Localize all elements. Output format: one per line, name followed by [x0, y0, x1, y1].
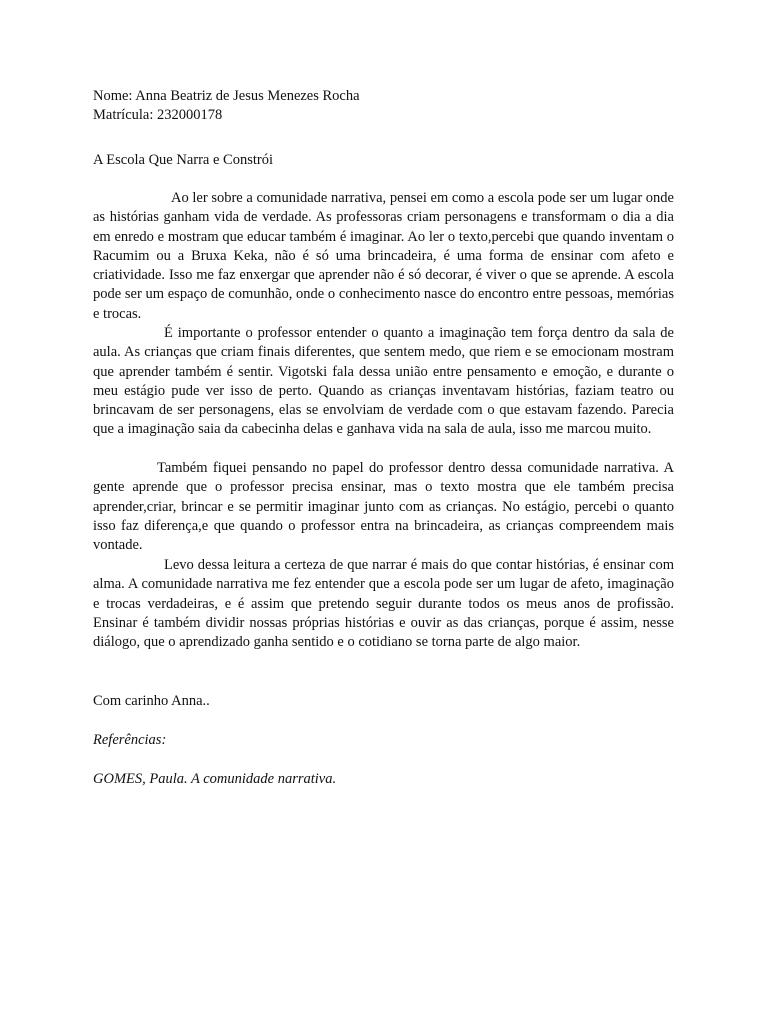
- body-paragraph-2-text: É importante o professor entender o quanto a imaginação tem força dentro da sala de aula. As crianças que criam finais diferentes, que sentem medo, que riem e se emocionam mostram que aprender também é sentir. Vigotski fala dessa união entre pensamento e emoção, e durante o meu estágio pude ver isso de perto. Quando as crianças inventavam histórias, faziam teatro ou brincavam de ser personagens, elas se envolviam de verdade com o que estavam fazendo. Parecia que a imaginação saia da cabecinha delas e ganhava vida na sala de aula, isso me marcou muito.: [93, 325, 674, 438]
- reference-item: GOMES, Paula. A comunidade narrativa.: [93, 771, 337, 787]
- essay-title: A Escola Que Narra e Constrói: [93, 152, 273, 168]
- student-name-line: Nome: Anna Beatriz de Jesus Menezes Rocha: [93, 88, 360, 104]
- body-paragraph-4-text: Levo dessa leitura a certeza de que narrar é mais do que contar histórias, é ensinar com alma. A comunidade narrativa me fez entender que a escola pode ser um lugar de afeto, imaginação e trocas verdadeiras, e é assim que pretendo seguir durante todos os meus anos de profissão. Ensinar é também dividir nossas próprias histórias e ouvir as das crianças, porque é assim, nesse diálogo, que o aprendizado ganha sentido e o cotidiano se torna parte de algo maior.: [93, 557, 674, 651]
- body-paragraph-3: [93, 459, 674, 555]
- body-paragraph-3-text: Também fiquei pensando no papel do professor dentro dessa comunidade narrativa. A gente aprende que o professor precisa ensinar, mas o texto mostra que ele também precisa aprender,criar, brincar e se permitir imaginar junto com as crianças. No estágio, percebi o quanto isso faz diferença,e que quando o professor entra na brincadeira, as crianças compreendem mais vontade.: [93, 460, 674, 554]
- closing-signature: Com carinho Anna..: [93, 693, 210, 709]
- references-heading: Referências:: [93, 732, 167, 748]
- body-paragraph-1-text: Ao ler sobre a comunidade narrativa, pensei em como a escola pode ser um lugar onde as histórias ganham vida de verdade. As professoras criam personagens e transformam o dia a dia em enredo e mostram que educar também é imaginar. Ao ler o texto,percebi que quando inventam o Racumim ou a Bruxa Keka, não é só uma brincadeira, é uma forma de ensinar com afeto e criatividade. Isso me faz enxergar que aprender não é só decorar, é viver o que se aprende. A escola pode ser um espaço de comunhão, onde o conhecimento nasce do encontro entre pessoas, memórias e trocas.: [93, 190, 674, 322]
- registration-line: Matrícula: 232000178: [93, 107, 223, 123]
- body-paragraph-4: [93, 556, 674, 652]
- body-paragraph-2: [93, 324, 674, 440]
- body-paragraph-1: [93, 189, 674, 324]
